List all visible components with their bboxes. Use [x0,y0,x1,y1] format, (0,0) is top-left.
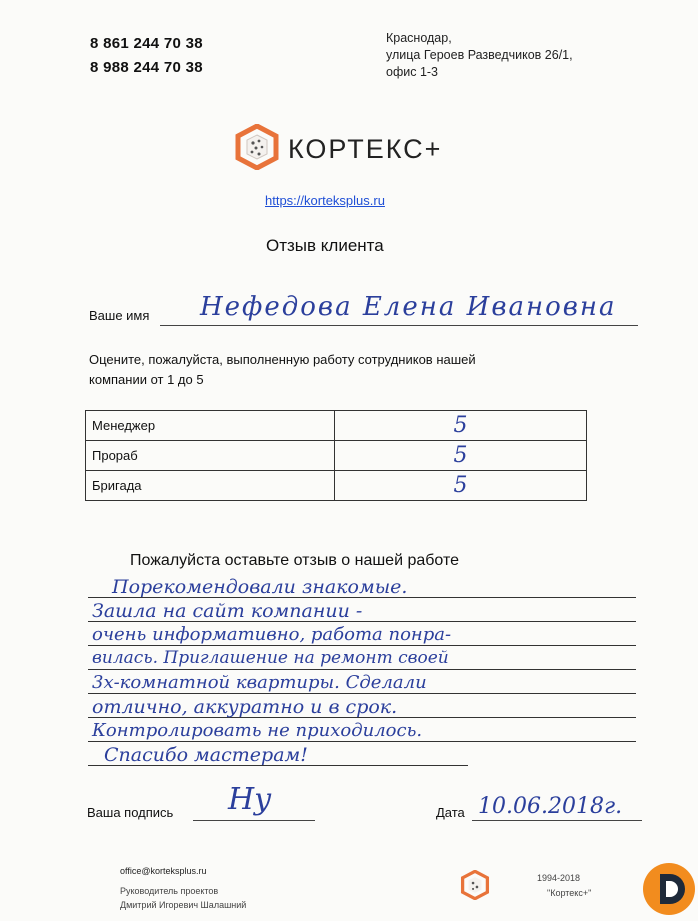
review-text: отлично, аккуратно и в срок. [92,696,398,718]
watermark-icon [642,862,696,916]
signature-line [193,820,315,821]
logo-text: КОРТЕКС+ [288,134,443,164]
logo-icon [234,124,280,170]
review-text: очень информативно, работа понра- [92,624,452,645]
footer-person: Дмитрий Игоревич Шалашний [120,900,247,910]
address-block [386,30,573,81]
review-heading: Пожалуйста оставьте отзыв о нашей работе [130,552,460,569]
rating-row-value: 5 [335,441,587,471]
name-line [160,325,638,326]
rating-row-label: Менеджер [86,411,335,441]
rating-prompt-line: Оцените, пожалуйста, выполненную работу сотрудников нашей [89,352,476,367]
phone-number: 8 861 244 70 38 [90,35,203,52]
review-text: 3х-комнатной квартиры. Сделали [92,672,427,693]
footer-years: 1994-2018 [537,873,581,883]
address-line: офис 1-3 [386,65,439,79]
website-link[interactable]: https://korteksplus.ru [265,193,385,208]
rating-row-value: 5 [335,411,587,441]
phone-number: 8 988 244 70 38 [90,59,203,76]
date-label: Дата [436,805,465,820]
review-text: Зашла на сайт компании - [92,600,363,622]
address-line: Краснодар, [386,31,452,45]
table-row [86,441,587,471]
date-value: 10.06.2018г. [478,794,623,819]
page-title: Отзыв клиента [266,236,384,255]
footer-brand: "Кортекс+" [547,888,592,898]
name-value: Нефедова Елена Ивановна [200,292,617,322]
phone-block [90,32,203,80]
footer-email: office@korteksplus.ru [120,866,207,876]
signature-value: Ну [228,782,272,817]
table-row [86,411,587,441]
footer-logo-icon [460,870,490,900]
date-line [472,820,642,821]
address-line: улица Героев Разведчиков 26/1, [386,48,573,62]
rating-table [85,410,587,501]
rating-row-value: 5 [335,471,587,501]
rating-prompt [89,350,476,390]
rating-prompt-line: компании от 1 до 5 [89,372,204,387]
review-text: вилась. Приглашение на ремонт своей [92,648,449,668]
review-text: Контролировать не приходилось. [92,720,423,741]
footer-role: Руководитель проектов [120,886,219,896]
review-text: Порекомендовали знакомые. [112,576,408,598]
review-text: Спасибо мастерам! [104,744,308,766]
rating-row-label: Бригада [86,471,335,501]
rating-row-label: Прораб [86,441,335,471]
name-label: Ваше имя [89,308,150,323]
signature-label: Ваша подпись [87,805,174,820]
table-row [86,471,587,501]
